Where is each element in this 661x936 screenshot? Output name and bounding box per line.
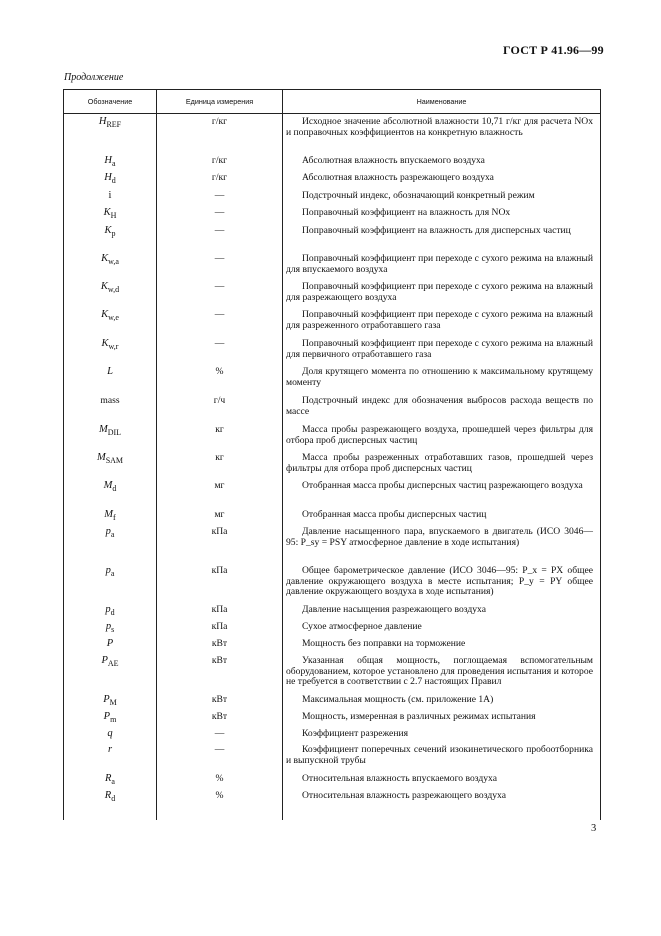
row-description: Масса пробы разреженных отработавших газов, прошедшей через фильтры для отбора проб дисперсных частиц: [286, 452, 593, 474]
row-symbol: K: [103, 207, 111, 218]
row-unit: г/кг: [211, 116, 228, 127]
row-unit: —: [214, 207, 225, 218]
row-symbol: K: [101, 309, 109, 320]
row-description: Исходное значение абсолютной влажности 10,71 г/кг для расчета NOx и поправочных коэффициентов на конкретную влажность: [286, 116, 593, 138]
row-symbol: p: [105, 621, 112, 632]
row-symbol: q: [107, 728, 113, 739]
row-unit: кПа: [211, 565, 228, 576]
row-description: Коэффициент разрежения: [302, 728, 408, 739]
row-unit: —: [214, 338, 225, 349]
row-description: Общее барометрическое давление (ИСО 3046—95: P_x = PX общее давление окружающего воздуха в месте испытания; P_y = PY общее давление окружающего воздуха в ходе испытания): [286, 565, 593, 598]
row-unit: —: [214, 744, 225, 755]
row-description: Абсолютная влажность разрежающего воздуха: [302, 172, 494, 183]
row-unit: г/ч: [213, 395, 226, 406]
row-symbol: M: [103, 480, 113, 491]
row-subscript: a: [110, 568, 115, 578]
row-description: Поправочный коэффициент на влажность для NOx: [302, 207, 511, 218]
row-description: Доля крутящего момента по отношению к максимальному крутящему моменту: [286, 366, 593, 388]
row-symbol: K: [100, 281, 108, 292]
row-unit: мг: [214, 509, 225, 520]
row-subscript: d: [111, 793, 116, 803]
row-subscript: w,a: [108, 256, 119, 266]
row-symbol: i: [108, 190, 112, 201]
row-description: Относительная влажность разрежающего воздуха: [302, 790, 506, 801]
row-unit: —: [214, 190, 225, 201]
row-subscript: p: [111, 228, 116, 238]
row-description: Мощность без поправки на торможение: [302, 638, 466, 649]
row-symbol: L: [107, 366, 113, 377]
row-unit: кг: [215, 452, 224, 463]
row-unit: —: [214, 281, 225, 292]
row-unit: кПа: [211, 604, 228, 615]
row-unit: кВт: [211, 655, 228, 666]
row-description: Максимальная мощность (см. приложение 1А): [302, 694, 494, 705]
row-subscript: d: [112, 483, 117, 493]
row-symbol: M: [104, 509, 114, 520]
row-symbol: p: [105, 565, 111, 576]
row-unit: кПа: [211, 621, 228, 632]
row-description: Поправочный коэффициент при переходе с сухого режима на влажный для разреженного отработавшего газа: [286, 309, 593, 331]
row-unit: —: [214, 225, 225, 236]
row-symbol: r: [107, 744, 113, 755]
row-unit: г/кг: [211, 172, 228, 183]
symbols-table: [63, 89, 601, 820]
row-subscript: s: [111, 624, 115, 634]
row-symbol: mass: [100, 395, 120, 406]
row-subscript: m: [110, 714, 117, 724]
row-description: Мощность, измеренная в различных режимах испытания: [302, 711, 536, 722]
row-description: Относительная влажность впускаемого воздуха: [302, 773, 497, 784]
row-unit: кВт: [211, 694, 228, 705]
row-subscript: d: [111, 175, 116, 185]
row-symbol: H: [104, 172, 112, 183]
row-subscript: AE: [107, 658, 119, 668]
row-description: Отобранная масса пробы дисперсных частиц: [302, 509, 487, 520]
row-subscript: a: [111, 776, 115, 786]
row-unit: —: [214, 309, 225, 320]
row-subscript: SAM: [105, 455, 124, 465]
document-header: ГОСТ Р 41.96—99: [503, 43, 604, 57]
column-header-unit: Единица измерения: [185, 97, 254, 106]
row-symbol: M: [98, 424, 108, 435]
row-subscript: REF: [106, 119, 122, 129]
row-symbol: K: [101, 253, 109, 264]
row-unit: %: [215, 366, 224, 377]
row-description: Сухое атмосферное давление: [302, 621, 422, 632]
row-description: Поправочный коэффициент на влажность для дисперсных частиц: [302, 225, 571, 236]
continuation-label: Продолжение: [64, 72, 124, 83]
row-symbol: K: [104, 225, 112, 236]
row-subscript: H: [110, 210, 117, 220]
row-unit: —: [214, 253, 225, 264]
row-description: Поправочный коэффициент при переходе с сухого режима на влажный для впускаемого воздуха: [286, 253, 593, 275]
row-unit: кг: [215, 424, 224, 435]
row-unit: г/кг: [211, 155, 228, 166]
row-symbol: H: [104, 155, 113, 166]
row-description: Давление насыщения разрежающего воздуха: [302, 604, 486, 615]
row-description: Поправочный коэффициент при переходе с сухого режима на влажный для разрежающего воздуха: [286, 281, 593, 303]
row-symbol: P: [106, 638, 114, 649]
row-description: Масса пробы разрежающего воздуха, прошедшей через фильтры для отбора проб дисперсных частиц: [286, 424, 593, 446]
row-subscript: M: [109, 697, 117, 707]
row-symbol: p: [105, 604, 111, 615]
row-description: Подстрочный индекс, обозначающий конкретный режим: [302, 190, 535, 201]
row-subscript: d: [110, 607, 115, 617]
row-symbol: H: [98, 116, 107, 127]
row-description: Отобранная масса пробы дисперсных частиц разрежающего воздуха: [302, 480, 583, 491]
row-symbol: K: [101, 338, 109, 349]
column-header-symbol: Обозначение: [87, 97, 133, 106]
row-description: Подстрочный индекс для обозначения выбросов расхода веществ по массе: [286, 395, 593, 417]
row-unit: %: [215, 773, 224, 784]
row-subscript: a: [112, 158, 116, 168]
row-subscript: w,r: [108, 341, 119, 351]
row-description: Указанная общая мощность, поглощаемая вспомогательным оборудованием, которое установлено для проведения испытания и которое не требуется в соответствии с 2.7 настоящих Правил: [286, 655, 593, 688]
row-symbol: R: [104, 790, 112, 801]
row-subscript: a: [110, 529, 115, 539]
row-symbol: P: [101, 655, 108, 666]
row-symbol: p: [105, 526, 111, 537]
row-unit: мг: [214, 480, 225, 491]
row-symbol: P: [103, 711, 111, 722]
row-subscript: f: [113, 512, 116, 522]
row-unit: кВт: [211, 638, 228, 649]
row-unit: кВт: [211, 711, 228, 722]
page-number: 3: [591, 823, 597, 834]
row-description: Коэффициент поперечных сечений изокинетического пробоотборника и выпускной трубы: [286, 744, 593, 766]
row-description: Давление насыщенного пара, впускаемого в двигатель (ИСО 3046—95: P_sy = PSY атмосферное давление в ходе испытания): [286, 526, 593, 548]
row-unit: %: [215, 790, 224, 801]
row-symbol: M: [96, 452, 106, 463]
row-subscript: w,d: [107, 284, 120, 294]
column-divider: [282, 90, 283, 820]
row-unit: кПа: [211, 526, 228, 537]
row-description: Поправочный коэффициент при переходе с сухого режима на влажный для первичного отработавшего газа: [286, 338, 593, 360]
row-unit: —: [214, 728, 225, 739]
row-symbol: P: [103, 694, 110, 705]
column-header-name: Наименование: [416, 97, 467, 106]
row-description: Абсолютная влажность впускаемого воздуха: [302, 155, 485, 166]
row-subscript: DIL: [107, 427, 122, 437]
table-header: [64, 90, 600, 114]
row-symbol: R: [105, 773, 112, 784]
row-subscript: w,e: [108, 312, 119, 322]
